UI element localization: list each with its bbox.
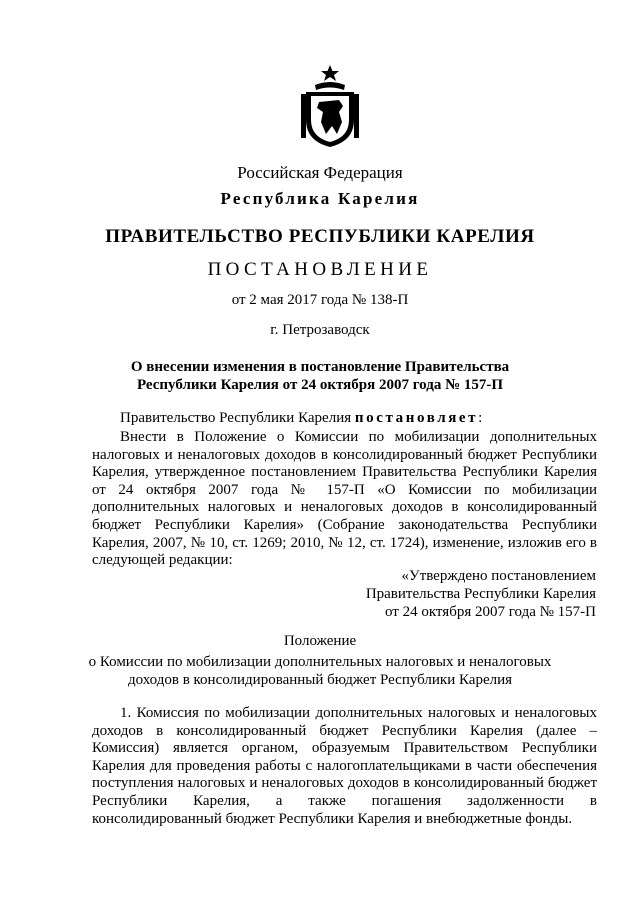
regulation-subtitle-line-2: доходов в консолидированный бюджет Республики Карелия (127, 672, 513, 688)
document-city: г. Петрозаводск (270, 322, 370, 338)
intro-verb: постановляет (354, 410, 479, 426)
subject-line-2: Республики Карелия от 24 октября 2007 года № 157-П (136, 377, 504, 393)
approved-line-1: «Утверждено постановлением (401, 568, 596, 584)
regulation-subtitle-line-1: о Комиссии по мобилизации дополнительных налоговых и неналоговых (88, 654, 552, 670)
regulation-subtitle (0, 653, 640, 689)
karelia-coat-of-arms-icon (299, 64, 361, 148)
document-date: от 2 мая 2017 года № 138-П (231, 292, 409, 308)
clause-1-paragraph: 1. Комиссия по мобилизации дополнительных налоговых и неналоговых доходов в консолидированный бюджет Республики Карелия (далее – Комиссия) является органом, образуемым Правительством Республики Карелия для проведения работы с налогоплательщиками в части обеспечения поступления налоговых и неналоговых доходов в консолидированный бюджет Республики Карелия, а также погашения задолженности в консолидированный бюджет Республики Карелия и внебюджетные фонды. (92, 705, 597, 827)
subject-line-1: О внесении изменения в постановление Правительства (130, 359, 510, 375)
document-subject (0, 358, 640, 394)
government-title: ПРАВИТЕЛЬСТВО РЕСПУБЛИКИ КАРЕЛИЯ (105, 226, 535, 247)
country-name: Российская Федерация (237, 163, 403, 182)
approved-line-2: Правительства Республики Карелия (365, 586, 596, 602)
republic-name: Республика Карелия (220, 189, 420, 208)
document-type: ПОСТАНОВЛЕНИЕ (207, 259, 433, 280)
amendment-paragraph: Внести в Положение о Комиссии по мобилизации дополнительных налоговых и неналоговых доходов в консолидированный бюджет Республики Карелия, утвержденное постановлением Правительства Республики Карелия от 24 октября 2007 года № 157-П «О Комиссии по мобилизации дополнительных налоговых и неналоговых доходов в консолидированный бюджет Республики Карелия» (Собрание законодательства Республики Карелия, 2007, № 10, ст. 1269; 2010, № 12, ст. 1724), изменение, изложив его в следующей редакции: (92, 429, 597, 569)
approval-stamp-text (366, 567, 596, 621)
intro-text: Правительство Республики Карелия (120, 410, 355, 426)
regulation-title: Положение (283, 633, 357, 649)
intro-tail: : (478, 410, 483, 426)
approved-line-3: от 24 октября 2007 года № 157-П (384, 604, 596, 620)
intro-paragraph (92, 410, 597, 428)
